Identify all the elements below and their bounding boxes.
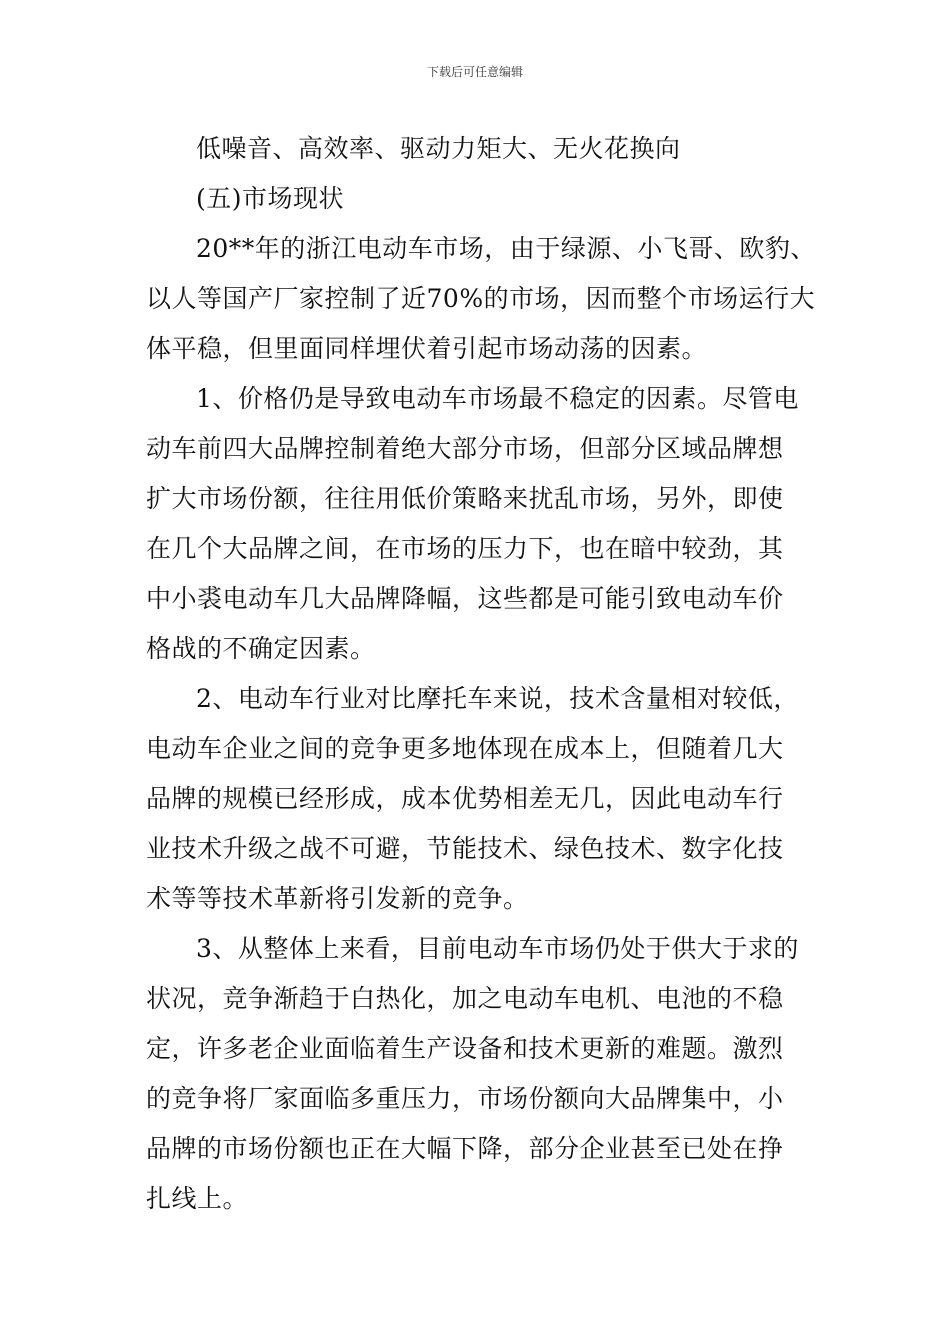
paragraph-line: 格战的不确定因素。 xyxy=(146,634,376,663)
paragraph-line: 扩大市场份额，往往用低价策略来扰乱市场，另外，即使 xyxy=(146,484,784,513)
paragraph-line: 状况，竞争渐趋于白热化，加之电动车电机、电池的不稳 xyxy=(146,984,784,1013)
paragraph-line: 中小裘电动车几大品牌降幅，这些都是可能引致电动车价 xyxy=(146,584,784,613)
page-header: 下载后可任意编辑 xyxy=(426,65,523,79)
paragraph-line: 品牌的规模已经形成，成本优势相差无几，因此电动车行 xyxy=(146,784,784,813)
paragraph-line: 以人等国产厂家控制了近70%的市场，因而整个市场运行大 xyxy=(146,284,816,313)
paragraph-line: 3、从整体上来看，目前电动车市场仍处于供大于求的 xyxy=(196,934,799,963)
paragraph-line: 体平稳，但里面同样埋伏着引起市场动荡的因素。 xyxy=(146,334,708,363)
paragraph-line: 在几个大品牌之间，在市场的压力下，也在暗中较劲，其 xyxy=(146,534,784,563)
paragraph-line: 术等等技术革新将引发新的竞争。 xyxy=(146,884,529,913)
paragraph-line: 品牌的市场份额也正在大幅下降，部分企业甚至已处在挣 xyxy=(146,1134,784,1163)
paragraph-line: 电动车企业之间的竞争更多地体现在成本上，但随着几大 xyxy=(146,734,784,763)
paragraph-line: 业技术升级之战不可避，节能技术、绿色技术、数字化技 xyxy=(146,834,784,863)
text-line: 低噪音、高效率、驱动力矩大、无火花换向 xyxy=(196,134,681,163)
section-heading: (五)市场现状 xyxy=(196,184,345,213)
paragraph-line: 20**年的浙江电动车市场，由于绿源、小飞哥、欧豹、 xyxy=(196,234,816,263)
paragraph-line: 的竞争将厂家面临多重压力，市场份额向大品牌集中，小 xyxy=(146,1084,784,1113)
paragraph-line: 定，许多老企业面临着生产设备和技术更新的难题。激烈 xyxy=(146,1034,784,1063)
paragraph-line: 1、价格仍是导致电动车市场最不稳定的因素。尽管电 xyxy=(196,384,799,413)
paragraph-line: 动车前四大品牌控制着绝大部分市场，但部分区域品牌想 xyxy=(146,434,784,463)
paragraph-line: 2、电动车行业对比摩托车来说，技术含量相对较低， xyxy=(196,684,799,713)
paragraph-line: 扎线上。 xyxy=(146,1184,249,1213)
